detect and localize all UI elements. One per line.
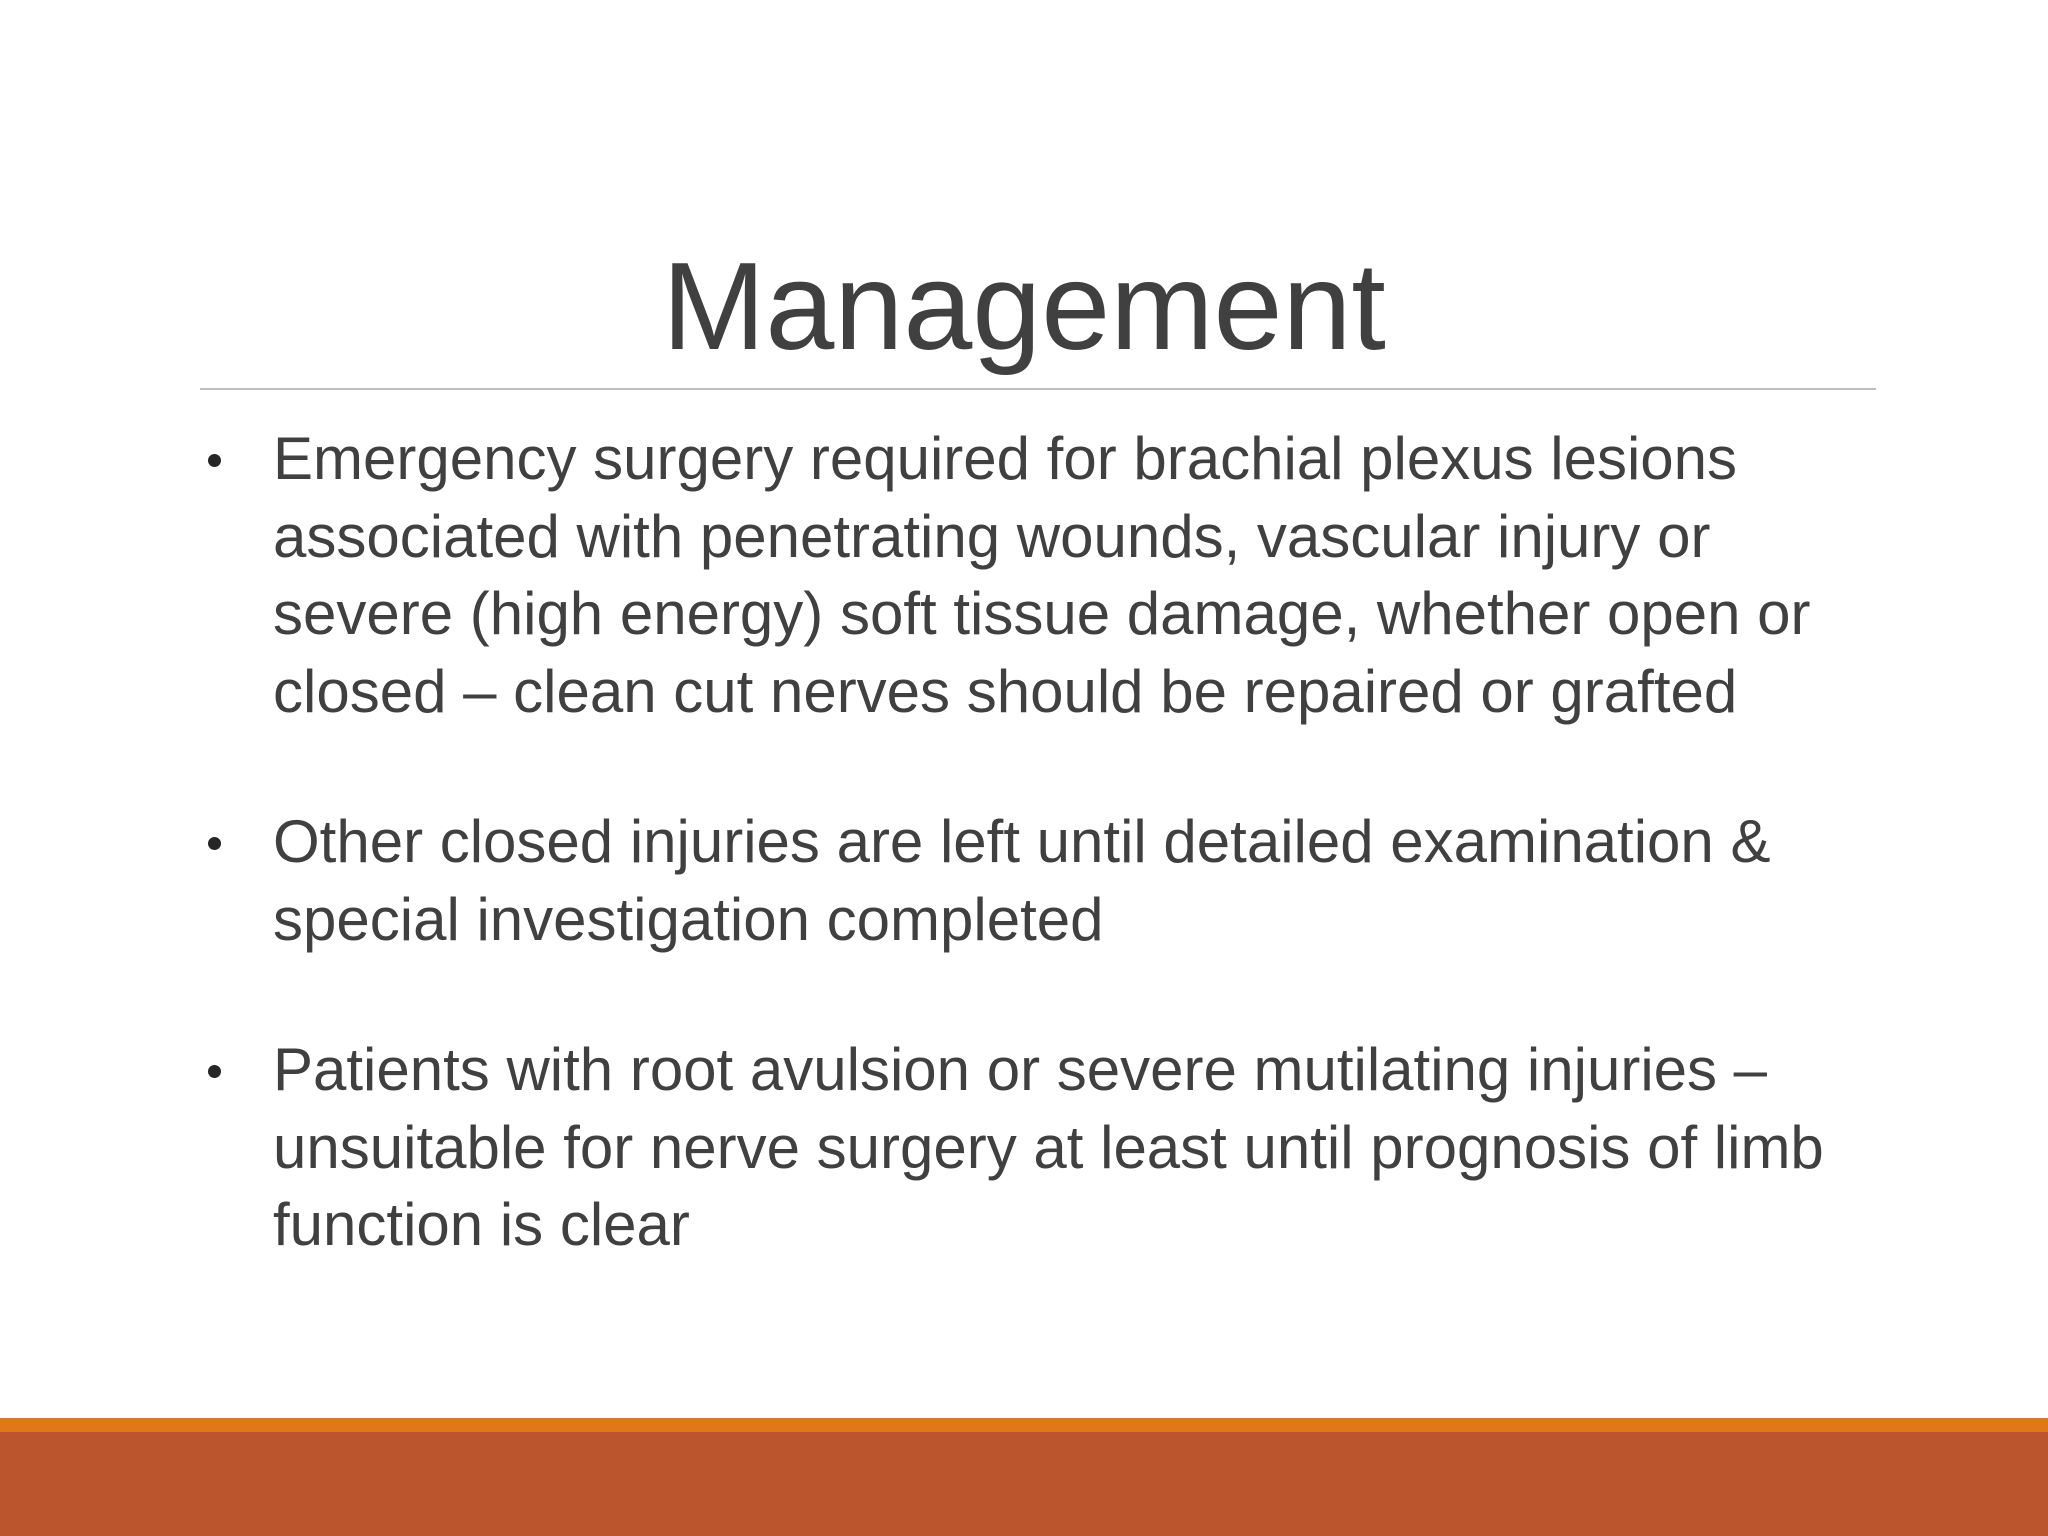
bullet-dot-icon [208,454,221,467]
bullet-text: Emergency surgery required for brachial plexus lesions associated with penetrating wounds, vascular injury or severe (high energy) soft tissue damage, whether open or closed – clean cut nerves should be repaired or grafted [273,425,1811,725]
bullet-item [200,420,1880,730]
bullet-dot-icon [208,1065,221,1078]
title-divider [200,388,1876,390]
footer-accent-stripe [0,1418,2048,1432]
bullet-item [200,803,1880,958]
slide-title: Management [662,238,1386,376]
bullet-list [200,420,1880,1264]
bullet-item [200,1031,1880,1264]
footer-bar [0,1432,2048,1536]
bullet-dot-icon [208,837,221,850]
bullet-text: Patients with root avulsion or severe mutilating injuries – unsuitable for nerve surgery at least until prognosis of limb function is clear [273,1036,1824,1258]
bullet-text: Other closed injuries are left until detailed examination & special investigation completed [273,808,1771,953]
